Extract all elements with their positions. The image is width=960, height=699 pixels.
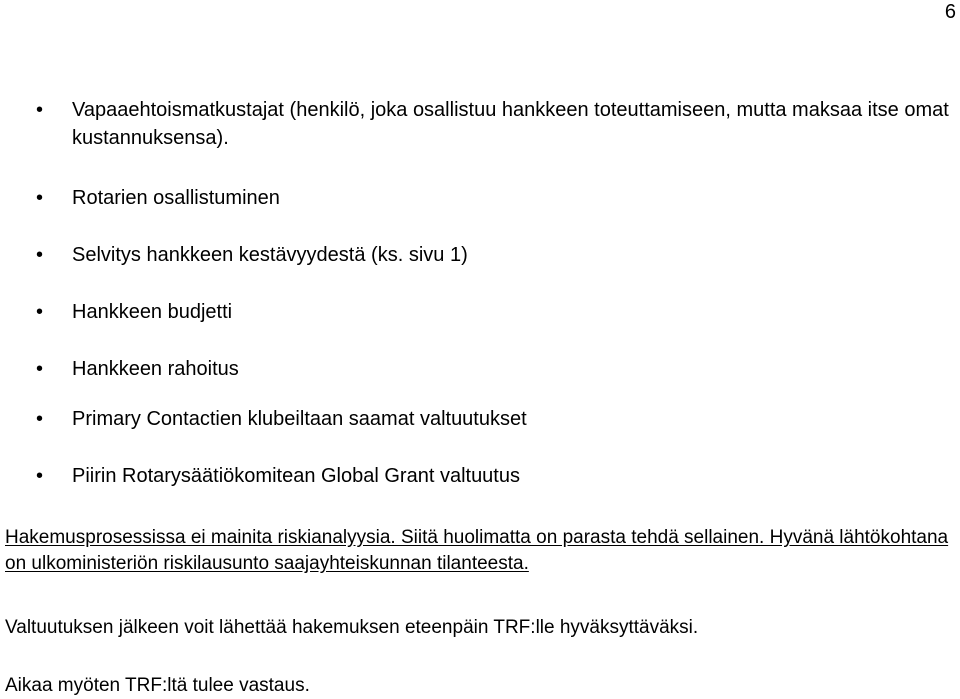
list-item-text: Hankkeen budjetti bbox=[72, 301, 233, 323]
list-item bbox=[36, 184, 956, 212]
list-item bbox=[36, 298, 956, 326]
list-item bbox=[36, 96, 956, 152]
bullet-icon: • bbox=[36, 301, 44, 323]
list-item-text: Selvitys hankkeen kestävyydestä (ks. sivu 1) bbox=[72, 244, 468, 266]
risk-analysis-paragraph: Hakemusprosessissa ei mainita riskianalyysia. Siitä huolimatta on parasta tehdä sellainen. Hyvänä lähtökohtana on ulkoministeriön riskilausunto saajayhteiskunnan tilanteesta. bbox=[5, 527, 949, 574]
list-item bbox=[36, 462, 956, 490]
bullet-icon: • bbox=[36, 187, 44, 209]
bullet-icon: • bbox=[36, 244, 44, 266]
send-application-paragraph: Valtuutuksen jälkeen voit lähettää hakemuksen eteenpäin TRF:lle hyväksyttäväksi. bbox=[5, 617, 699, 638]
page-number: 6 bbox=[944, 1, 956, 23]
bullet-icon: • bbox=[36, 358, 44, 380]
bullet-icon: • bbox=[36, 465, 44, 487]
list-item bbox=[36, 405, 956, 433]
list-item-text: Vapaaehtoismatkustajat (henkilö, joka osallistuu hankkeen toteuttamiseen, mutta maksaa itse omat kustannuksensa). bbox=[72, 99, 949, 149]
list-item-text: Hankkeen rahoitus bbox=[72, 358, 239, 380]
list-item-text: Piirin Rotarysäätiökomitean Global Grant valtuutus bbox=[72, 465, 520, 487]
trf-reply-paragraph: Aikaa myöten TRF:ltä tulee vastaus. bbox=[5, 675, 310, 696]
bullet-icon: • bbox=[36, 408, 44, 430]
list-item bbox=[36, 241, 956, 269]
bullet-icon: • bbox=[36, 99, 44, 121]
list-item-text: Primary Contactien klubeiltaan saamat valtuutukset bbox=[72, 408, 527, 430]
list-item-text: Rotarien osallistuminen bbox=[72, 187, 280, 209]
list-item bbox=[36, 355, 956, 383]
